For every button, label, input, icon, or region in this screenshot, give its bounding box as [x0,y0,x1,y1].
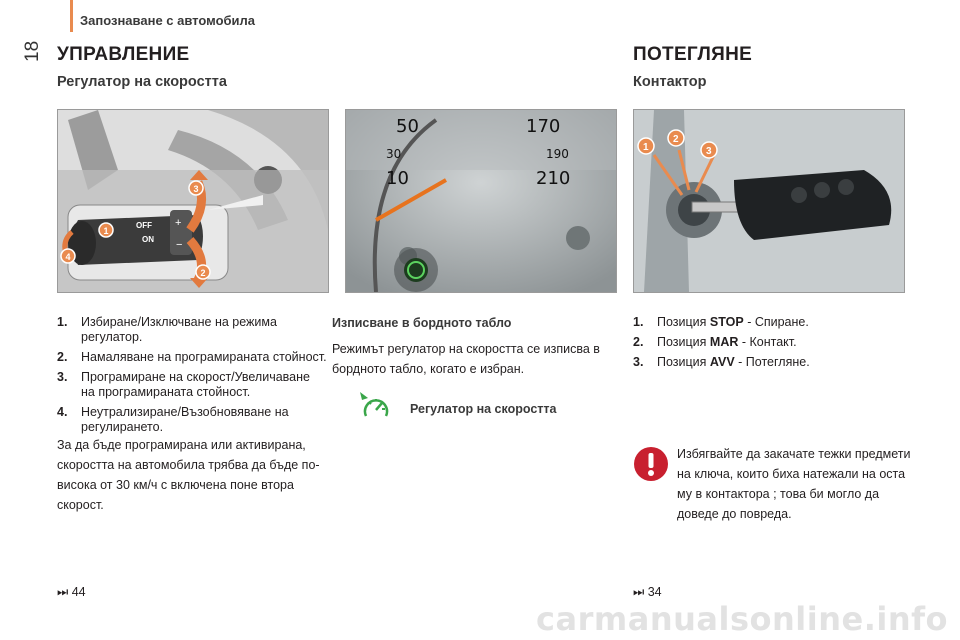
cruise-indicator-icon [360,392,392,424]
callout-3 [701,142,717,158]
list-item: 3. Позиция AVV - Потегляне. [633,355,810,369]
svg-text:2: 2 [200,268,206,278]
gauge-label-190: 190 [546,147,569,161]
callout-1 [99,223,113,237]
list-item: 2. Позиция MAR - Контакт. [633,335,797,349]
warning-text: Избягвайте да закачате тежки предмети на ключа, които биха натежали на оста му в контактора ; това би могло да доведе до повреда. [677,447,911,521]
list-item: 1. Избиране/Изключване на режима регулатор. [57,315,277,344]
list-item: 1. Позиция STOP - Спиране. [633,315,809,329]
list-item: 4. Неутрализиране/Възобновяване на регулирането. [57,405,289,434]
indicator-label: Регулатор на скоростта [410,402,557,416]
watermark: carmanualsonline.info [536,600,948,638]
off-label: OFF [136,221,152,230]
on-label: ON [142,235,154,244]
left-paragraph: За да бъде програмирана или активирана, скоростта на автомобила трябва да бъде по-висока от 30 км/ч с включена поне втора скорост. [57,438,320,512]
callout-4 [61,249,75,263]
right-heading: ПОТЕГЛЯНЕ [633,44,753,65]
stalk-illustration [58,110,328,292]
middle-paragraph: Режимът регулатор на скоростта се изписва в бордното табло, когато е избран. [332,342,600,376]
svg-text:2: 2 [673,134,679,145]
callout-2 [668,130,684,146]
page-number: 18 [22,40,43,62]
svg-text:+: + [175,217,182,229]
left-page-ref[interactable]: ⏭ 44 [57,585,86,599]
svg-text:1: 1 [643,142,649,153]
gauge-label-10: 10 [386,168,409,189]
gauge-illustration [346,110,616,292]
right-page-ref[interactable]: ⏭ 34 [633,585,662,599]
svg-text:−: − [176,239,183,251]
cruise-control-stalk-photo [57,109,329,293]
gauge-label-170: 170 [526,116,561,137]
header-accent-bar [70,0,73,32]
middle-subheading: Изписване в бордното табло [332,316,512,330]
gauge-label-210: 210 [536,168,571,189]
left-heading: УПРАВЛЕНИЕ [57,44,190,65]
svg-text:1: 1 [103,226,109,236]
gauge-label-50: 50 [396,116,419,137]
callout-3 [189,181,203,195]
dashboard-photo [345,109,617,293]
list-item: 3. Програмиране на скорост/Увеличаване на програмираната стойност. [57,370,310,399]
callout-1 [638,138,654,154]
right-subheading: Контактор [633,74,707,90]
svg-text:3: 3 [193,184,199,194]
left-subheading: Регулатор на скоростта [57,74,227,90]
callout-2 [196,265,210,279]
svg-text:4: 4 [65,252,71,262]
left-item-list [57,315,327,440]
svg-text:3: 3 [706,146,712,157]
section-title: Запознаване с автомобила [80,13,256,28]
right-item-list [633,315,903,375]
warning-icon [633,446,669,482]
ignition-key-photo [633,109,905,293]
list-item: 2. Намаляване на програмираната стойност. [57,350,327,364]
key-illustration [634,110,904,292]
gauge-label-30: 30 [386,147,402,161]
